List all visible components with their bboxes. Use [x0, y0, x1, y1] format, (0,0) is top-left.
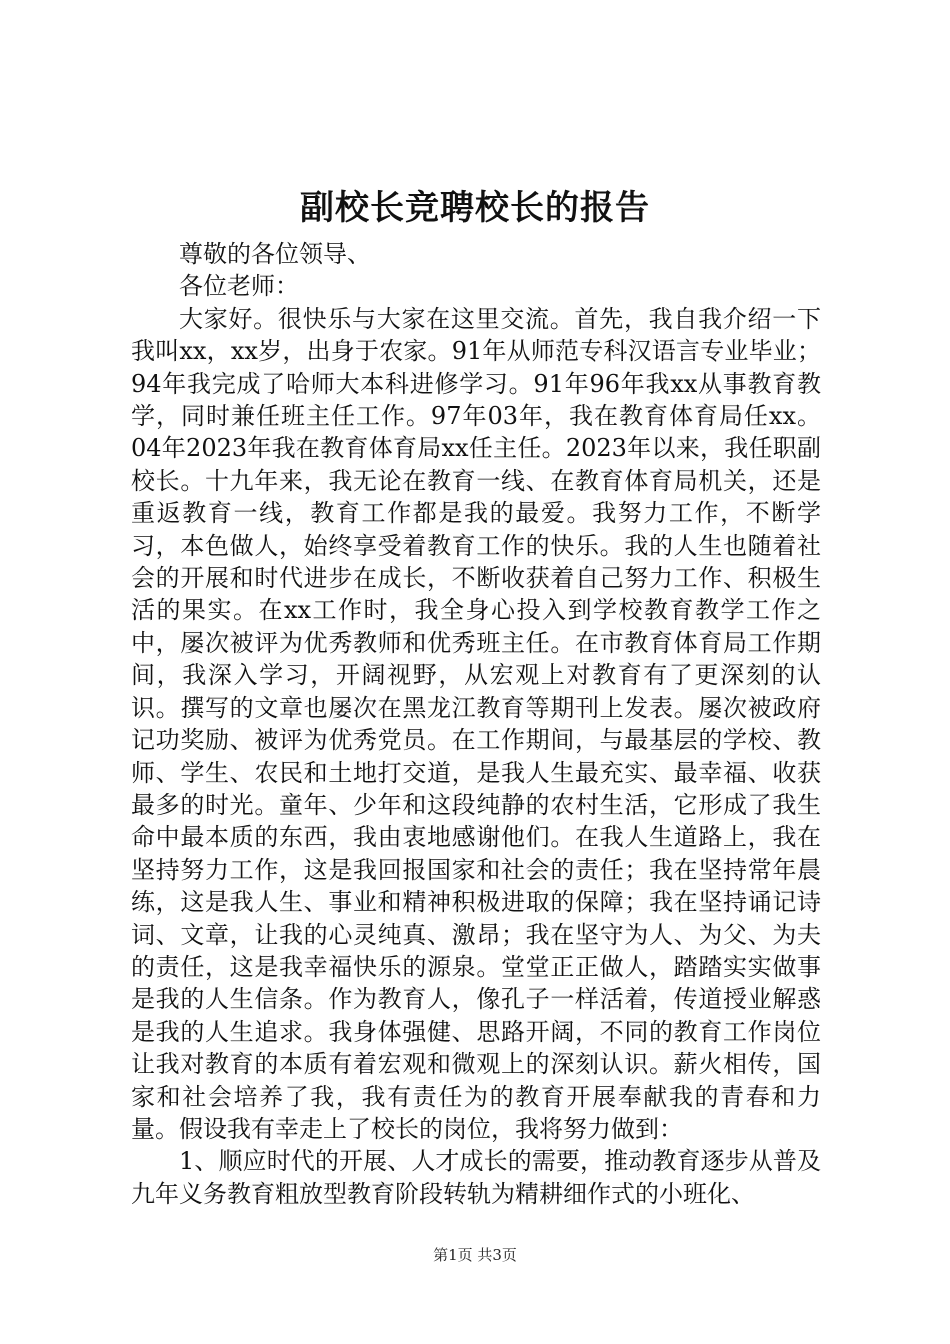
document-body: [131, 238, 821, 1210]
salutation-line-2: 各位老师：: [179, 272, 299, 301]
document-title: 副校长竞聘校长的报告: [300, 188, 650, 228]
body-paragraph-1: 大家好。很快乐与大家在这里交流。首先，我自我介绍一下我叫xx，xx岁，出身于农家。91年从师范专科汉语言专业毕业；94年我完成了哈师大本科进修学习。91年96年我xx从事教育教学，同时兼任班主任工作。97年03年，我在教育体育局任xx。04年2023年我在教育体育局xx任主任。2023年以来，我任职副校长。十九年来，我无论在教育一线、在教育体育局机关，还是重返教育一线，教育工作都是我的最爱。我努力工作，不断学习，本色做人，始终享受着教育工作的快乐。我的人生也随着社会的开展和时代进步在成长，不断收获着自己努力工作、积极生活的果实。在xx工作时，我全身心投入到学校教育教学工作之中，屡次被评为优秀教师和优秀班主任。在市教育体育局工作期间，我深入学习，开阔视野，从宏观上对教育有了更深刻的认识。撰写的文章也屡次在黑龙江教育等期刊上发表。屡次被政府记功奖励、被评为优秀党员。在工作期间，与最基层的学校、教师、学生、农民和土地打交道，是我人生最充实、最幸福、收获最多的时光。童年、少年和这段纯静的农村生活，它形成了我生命中最本质的东西，我由衷地感谢他们。在我人生道路上，我在坚持努力工作，这是我回报国家和社会的责任；我在坚持常年晨练，这是我人生、事业和精神积极进取的保障；我在坚持诵记诗词、文章，让我的心灵纯真、激昂；我在坚守为人、为父、为夫的责任，这是我幸福快乐的源泉。堂堂正正做人，踏踏实实做事是我的人生信条。作为教育人，像孔子一样活着，传道授业解惑是我的人生追求。我身体强健、思路开阔，不同的教育工作岗位让我对教育的本质有着宏观和微观上的深刻认识。薪火相传，国家和社会培养了我，我有责任为的教育开展奉献我的青春和力量。假设我有幸走上了校长的岗位，我将努力做到：: [131, 304, 821, 1143]
page-footer: 第1页 共3页: [433, 1246, 517, 1264]
body-paragraph-2: 1、顺应时代的开展、人才成长的需要，推动教育逐步从普及九年义务教育粗放型教育阶段转轨为精耕细作式的小班化、: [131, 1147, 821, 1208]
salutation-line-1: 尊敬的各位领导、: [179, 240, 371, 268]
